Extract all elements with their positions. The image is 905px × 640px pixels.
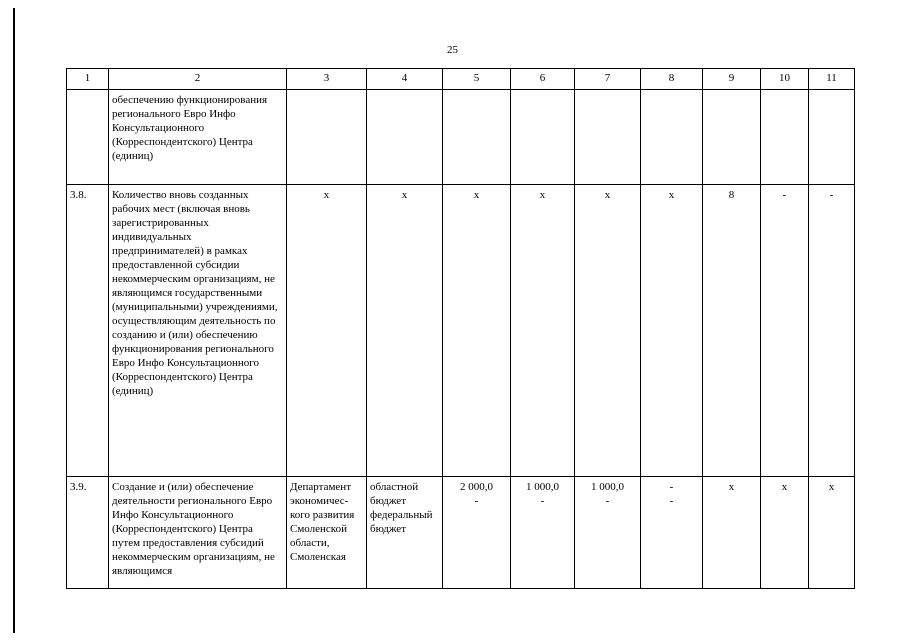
binding-margin-line: [13, 8, 15, 633]
column-number: 7: [575, 69, 641, 90]
column-number: 3: [287, 69, 367, 90]
indicator-description: обеспечению функционирования регионального Евро Инфо Консультационного (Корреспондентского) Центра (единиц): [109, 90, 287, 185]
value-cell: [575, 477, 641, 589]
empty-cell: [761, 90, 809, 185]
funding-source-cell: x: [367, 185, 443, 477]
value-cell: x: [511, 185, 575, 477]
value-federal: -: [540, 495, 545, 507]
column-number: 10: [761, 69, 809, 90]
funding-source-cell: [367, 477, 443, 589]
value-federal: -: [669, 495, 674, 507]
column-number: 9: [703, 69, 761, 90]
value-cell: [511, 477, 575, 589]
value-cell: -: [809, 185, 855, 477]
funding-source-regional: областной бюджет: [370, 481, 419, 507]
value-regional: 1 000,0: [526, 481, 559, 493]
value-federal: -: [605, 495, 610, 507]
row-number-cell: [67, 90, 109, 185]
empty-cell: [287, 90, 367, 185]
empty-cell: [703, 90, 761, 185]
empty-cell: [809, 90, 855, 185]
table-row-3-8: [67, 185, 855, 477]
value-cell: 8: [703, 185, 761, 477]
funding-source-federal: федеральный бюджет: [370, 509, 433, 535]
value-cell: x: [443, 185, 511, 477]
column-number: 6: [511, 69, 575, 90]
column-number: 5: [443, 69, 511, 90]
value-cell: x: [703, 477, 761, 589]
value-cell: x: [641, 185, 703, 477]
empty-cell: [511, 90, 575, 185]
empty-cell: [367, 90, 443, 185]
executor-cell: x: [287, 185, 367, 477]
empty-cell: [641, 90, 703, 185]
column-number: 1: [67, 69, 109, 90]
value-cell: x: [575, 185, 641, 477]
empty-cell: [443, 90, 511, 185]
column-number: 2: [109, 69, 287, 90]
value-cell: x: [761, 477, 809, 589]
indicator-description: Количество вновь созданных рабочих мест (включая вновь зарегистрированных индивидуальных предпринимателей) в рамках предоставленной субсидии некоммерческим организациям, не являющимся государственными (муниципальными) учреждениями, осуществляющим деятельность по созданию и (или) обеспечению функционирования регионального Евро Инфо Консультационного (Корреспондентского) Центра (единиц): [109, 185, 287, 477]
value-regional: 2 000,0: [460, 481, 493, 493]
row-number-cell: 3.8.: [67, 185, 109, 477]
value-cell: x: [809, 477, 855, 589]
value-cell: -: [761, 185, 809, 477]
table-row-3-9: [67, 477, 855, 589]
page-number: 25: [447, 44, 458, 56]
column-number: 11: [809, 69, 855, 90]
value-regional: 1 000,0: [591, 481, 624, 493]
column-number-row: [67, 69, 855, 90]
program-indicators-table: [66, 68, 855, 589]
continuation-row: [67, 90, 855, 185]
value-cell: [641, 477, 703, 589]
value-federal: -: [474, 495, 479, 507]
row-number-cell: 3.9.: [67, 477, 109, 589]
executor-cell: Департамент экономичес-кого развития Смоленской области, Смоленская: [287, 477, 367, 589]
column-number: 4: [367, 69, 443, 90]
value-regional: -: [669, 481, 674, 493]
value-cell: [443, 477, 511, 589]
measure-description: Создание и (или) обеспечение деятельности регионального Евро Инфо Консультационного (Корреспондентского) Центра путем предоставления субсидий некоммерческим организациям, не являющимся: [109, 477, 287, 589]
column-number: 8: [641, 69, 703, 90]
empty-cell: [575, 90, 641, 185]
